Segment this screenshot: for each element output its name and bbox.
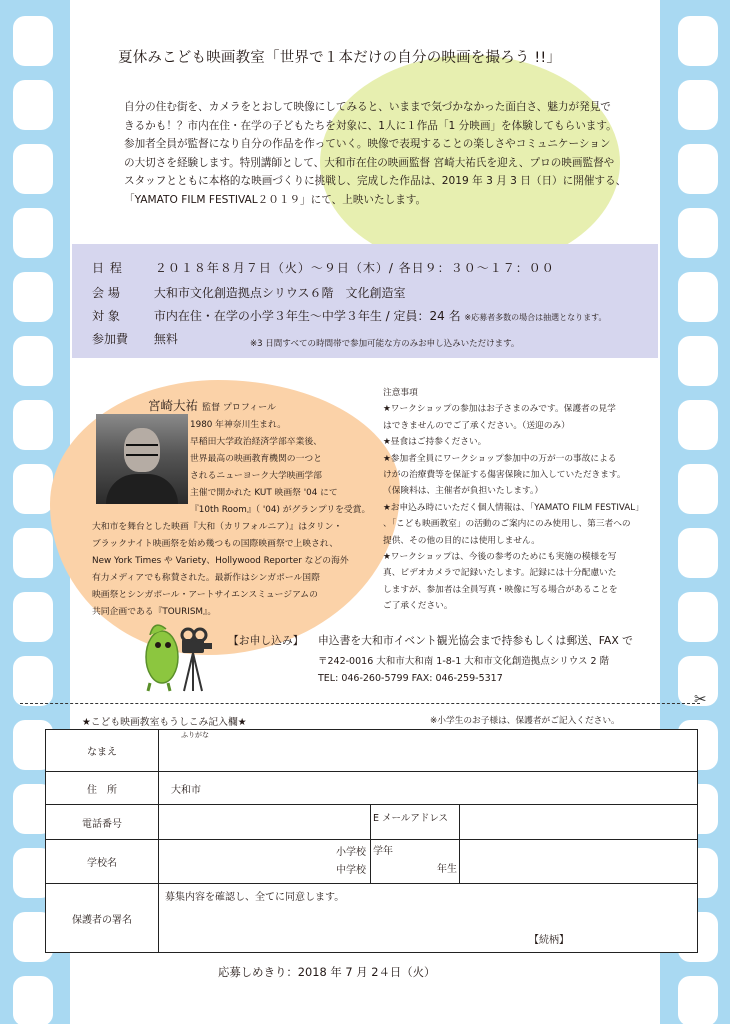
film-hole [678,144,718,194]
email-field[interactable] [460,805,698,840]
film-hole [678,16,718,66]
guardian-signature-field[interactable] [159,884,698,953]
profile-line: New York Times や Variety、Hollywood Reporter などの海外 [92,556,349,566]
note-line: ★ワークショップの参加はお子さまのみです。保護者の見学 [383,404,616,415]
phone-field[interactable] [159,805,371,840]
director-name [148,396,276,414]
grade-field[interactable] [371,840,460,884]
form-title: ★こども映画教室もうしこみ記入欄★ [82,717,247,728]
form-note: ※小学生のお子様は、保護者がご記入ください。 [430,716,620,726]
profile-line: 大和市を舞台とした映画『大和（カリフォルニア）』はタリン・ [92,522,343,532]
cut-line [20,703,700,704]
intro-line: 「YAMATO FILM FESTIVAL２０１９」にて、上映いたします。 [124,193,427,206]
venue-value: 大和市文化創造拠点シリウス６階 文化創造室 [153,286,406,300]
apply-address: 〒242-0016 大和市大和南 1-8-1 大和市文化創造拠点シリウス 2 階 [318,656,610,667]
photo-glasses-shape [126,444,158,456]
film-hole [678,976,718,1026]
note-line: ★昼食はご持参ください。 [383,437,487,448]
film-hole [13,144,53,194]
grade-suffix: 年生 [437,864,457,875]
phone-label: 電話番号 [46,805,159,840]
film-hole [13,80,53,130]
address-field[interactable] [159,772,698,805]
photo-shirt-shape [106,474,178,504]
furigana-label: ふりがな [181,731,209,739]
note-line: ★お申込み時にいただく個人情報は、「YAMATO FILM FESTIVAL」 [383,502,644,513]
intro-line: 参加者全員が監督になり自分の作品を作っていく。映像で表現することの楽しさやコミュニケーション [124,138,611,151]
form-row-guardian [46,884,698,953]
notes-section [383,385,663,615]
intro-line: の大切さを経験します。特別講師として、大和市在住の映画監督 宮崎大祐氏を迎え、プロの映画監督や [124,156,615,169]
fee-value: 無料 [153,332,178,346]
mascot-camera-illustration [140,615,220,695]
guardian-label: 保護者の署名 [46,884,159,953]
address-label: 住 所 [46,772,159,805]
film-hole [13,208,53,258]
school-blank [460,840,698,884]
profile-line: 主催で開かれた KUT 映画祭 '04 にて [190,488,338,498]
director-photo [96,414,188,504]
film-hole [13,16,53,66]
note-line: 、「こども映画教室」の活動のご案内にのみ使用し、第三者への [383,519,631,530]
film-hole [13,592,53,642]
note-line: 真、ビデオカメラで記録いたします。記録には十分配慮いた [383,568,617,579]
email-label: E メールアドレス [371,805,460,840]
event-info-box [72,244,658,358]
profile-line: 1980 年神奈川生まれ。 [190,420,287,430]
schedule-value: ２０１８年８月７日（火）〜９日（木）/ 各日９：３０〜１７：００ [154,261,555,275]
notes-heading: 注意事項 [383,388,418,398]
profile-line: 共同企画である『TOURISM』。 [92,607,217,617]
note-line: しますが、参加者は全員写真・映像に写る場合があることを [383,584,618,595]
film-hole [13,528,53,578]
form-row-address [46,772,698,805]
film-hole [678,272,718,322]
intro-line: スタッフとともに本格的な映画づくりに挑戦し、完成した作品は、2019 年 3 月 3 日（日）に開催する、 [124,175,627,188]
fee-note: ※3 日間すべての時間帯で参加可能な方のみお申し込みいただけます。 [250,339,520,349]
note-line: ご了承ください。 [383,601,453,612]
director-name-sub: 監督 プロフィール [202,403,276,413]
film-hole [678,592,718,642]
film-hole [678,400,718,450]
venue-row [92,284,405,301]
application-form [45,729,698,953]
film-hole [678,208,718,258]
note-line: ★参加者全員にワークショップ参加中の万が一の事故による [383,453,617,464]
target-note: ※応募者多数の場合は抽選となります。 [464,313,607,322]
relationship-label: 【続柄】 [529,935,569,946]
school-field[interactable] [159,840,371,884]
name-field[interactable] [159,730,698,772]
profile-line: 『10th Room』（ '04) がグランプリを受賞。 [190,505,371,515]
profile-line: 映画祭とシンガポール・アートサイエンスミュージアムの [92,590,318,600]
film-hole [678,80,718,130]
name-label: なまえ [46,730,159,772]
target-label: 対 象 [92,309,120,323]
director-name-text: 宮崎大祐 [148,398,199,413]
elementary-label: 小学校 [336,846,366,858]
note-line: 提供、その他の目的には使用しません。 [383,535,540,546]
profile-line: 早稲田大学政治経済学部卒業後、 [190,437,322,447]
note-line: ★ワークショップは、今後の参考のためにも実施の模様を写 [383,552,617,563]
film-hole [13,336,53,386]
apply-tel-fax: TEL: 046-260-5799 FAX: 046-259-5317 [318,673,503,684]
film-hole [678,464,718,514]
intro-line: きるかも！？市内在住・在学の子どもたちを対象に、1人に１作品「1 分映画」を体験してもらいます。 [124,119,617,132]
profile-line: ブラックナイト映画祭を始め幾つもの国際映画祭で上映され、 [92,539,339,549]
film-hole [13,400,53,450]
consent-text: 募集内容を確認し、全てに同意します。 [165,892,345,903]
application-deadline: 応募しめきり：2018 年 7 月 2４日（火） [218,965,436,979]
school-label: 学校名 [46,840,159,884]
fee-label: 参加費 [92,332,129,346]
address-prefill: 大和市 [171,784,201,796]
profile-line: 有力メディアでも称賛された。最新作はシンガポール国際 [92,573,320,583]
film-hole [678,336,718,386]
scissors-icon: ✂ [694,690,707,708]
schedule-row [92,259,555,276]
profile-line: されるニューヨーク大学映画学部 [190,471,322,481]
film-hole [13,656,53,706]
film-hole [13,464,53,514]
fee-row [92,330,178,347]
note-line: （保険料は、主催者が負担いたします。） [383,486,544,497]
note-line: はできませんのでご了承ください。（送迎のみ） [383,420,570,431]
form-row-phone-email [46,805,698,840]
junior-high-label: 中学校 [336,864,366,876]
intro-line: 自分の住む街を、カメラをとおして映像にしてみると、いままで気づかなかった面白さ、魅力が発見で [124,101,611,113]
profile-line: 世界最高の映画教育機関の一つと [190,454,322,464]
form-row-school [46,840,698,884]
target-value: 市内在住・在学の小学３年生〜中学３年生 / 定員：24 名 [153,309,461,323]
schedule-label: 日 程 [92,261,123,275]
note-line: けがの治療費等を保証する傷害保険に加入していただきます。 [383,470,626,481]
grade-label: 学年 [373,846,393,857]
apply-text: 申込書を大和市イベント観光協会まで持参もしくは郵送、FAX で [318,634,633,647]
target-row [92,307,606,324]
form-row-name [46,730,698,772]
film-hole [13,272,53,322]
apply-label: 【お申し込み】 [228,634,304,647]
event-title: 夏休みこども映画教室「世界で１本だけの自分の映画を撮ろう !!」 [118,50,562,66]
film-hole [678,528,718,578]
venue-label: 会 場 [92,286,120,300]
event-intro [124,98,644,210]
film-hole [13,976,53,1026]
